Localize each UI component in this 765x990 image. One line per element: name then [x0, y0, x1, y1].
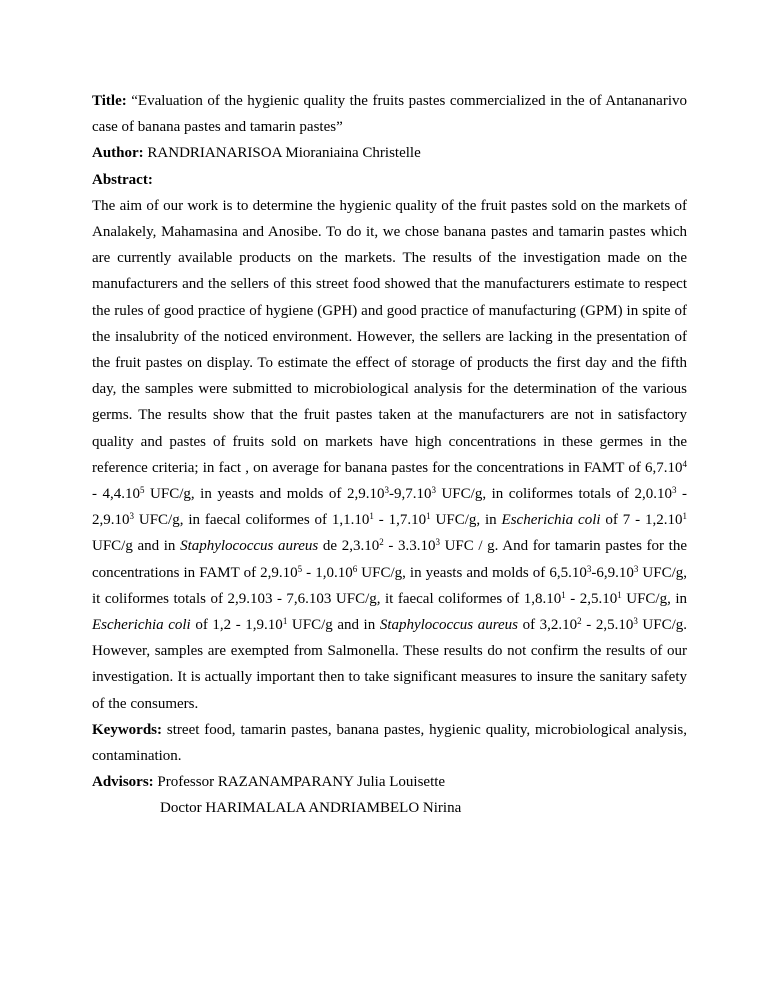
species-name: Escherichia coli	[92, 617, 191, 634]
abstract-heading	[92, 167, 687, 193]
advisor-first: Professor RAZANAMPARANY Julia Louisette	[157, 774, 446, 791]
author-line	[92, 140, 687, 166]
title-line	[92, 88, 687, 140]
advisor-second-line	[92, 795, 687, 821]
abstract-body: The aim of our work is to determine the hygienic quality of the fruit pastes sold on the markets of Analakely, Mahamasina and Anosibe. To do it, we chose banana pastes and tamarin pastes which are currently available products on the markets. The results of the investigation made on the manufacturers and the sellers of this street food showed that the manufacturers estimate to respect the rules of good practice of hygiene (GPH) and good practice of manufacturing (GPM) in spite of the insalubrity of the noticed environment. However, the sellers are lacking in the presentation of the fruit pastes on display. To estimate the effect of storage of products the first day and the fifth day, the samples were submitted to microbiological analysis for the determination of the various germs. The results show that the fruit pastes taken at the manufacturers are not in satisfactory quality and pastes of fruits sold on markets have high concentrations in these germes in the reference criteria; in fact , on average for banana pastes for the concentrations in FAMT of 6,7.10$^4$ - 4,4.10$^5$ UFC/g, in yeasts and molds of 2,9.10$^3$-9,7.10$^3$ UFC/g, in coliformes totals of 2,0.10$^3$ - 2,9.10$^3$ UFC/g, in faecal coliformes of 1,1.10$^1$ - 1,7.10$^1$ UFC/g, in Escherichia coli of 7 - 1,2.10$^1$ UFC/g and in Staphylococcus aureus de 2,3.10$^2$ - 3.3.10$^3$ UFC / g. And for tamarin pastes for the concentrations in FAMT of 2,9.10$^5$ - 1,0.10$^6$ UFC/g, in yeasts and molds of 6,5.10$^3$-6,9.10$^3$ UFC/g, it coliformes totals of 2,9.103 - 7,6.103 UFC/g, it faecal coliformes of 1,8.10$^1$ - 2,5.10$^1$ UFC/g, in Escherichia coli of 1,2 - 1,9.10$^1$ UFC/g and in Staphylococcus aureus of 3,2.10$^2$ - 2,5.10$^3$ UFC/g. However, samples are exempted from Salmonella. These results do not confirm the results of our investigation. It is actually important then to take significant measures to insure the sanitary safety of the consumers.	[92, 197, 688, 712]
keywords-text: street food, tamarin pastes, banana pastes, hygienic quality, microbiological analysis, contamination.	[92, 721, 687, 765]
abstract-label: Abstract:	[92, 171, 153, 188]
keywords-line	[92, 717, 687, 769]
advisor-second: Doctor HARIMALALA ANDRIAMBELO Nirina	[160, 800, 462, 817]
author-label: Author:	[92, 145, 144, 162]
advisors-line	[92, 769, 687, 795]
species-name: Staphylococcus aureus	[180, 538, 319, 555]
advisors-label: Advisors:	[92, 774, 154, 791]
title-text: “Evaluation of the hygienic quality the fruits pastes commercialized in the of Antananarivo case of banana pastes and tamarin pastes”	[92, 93, 687, 136]
abstract-page	[92, 88, 687, 822]
author-name: RANDRIANARISOA Mioraniaina Christelle	[147, 145, 421, 162]
keywords-label: Keywords:	[92, 721, 162, 738]
species-name: Staphylococcus aureus	[379, 617, 518, 634]
title-label: Title:	[92, 93, 127, 109]
species-name: Escherichia coli	[501, 512, 601, 529]
